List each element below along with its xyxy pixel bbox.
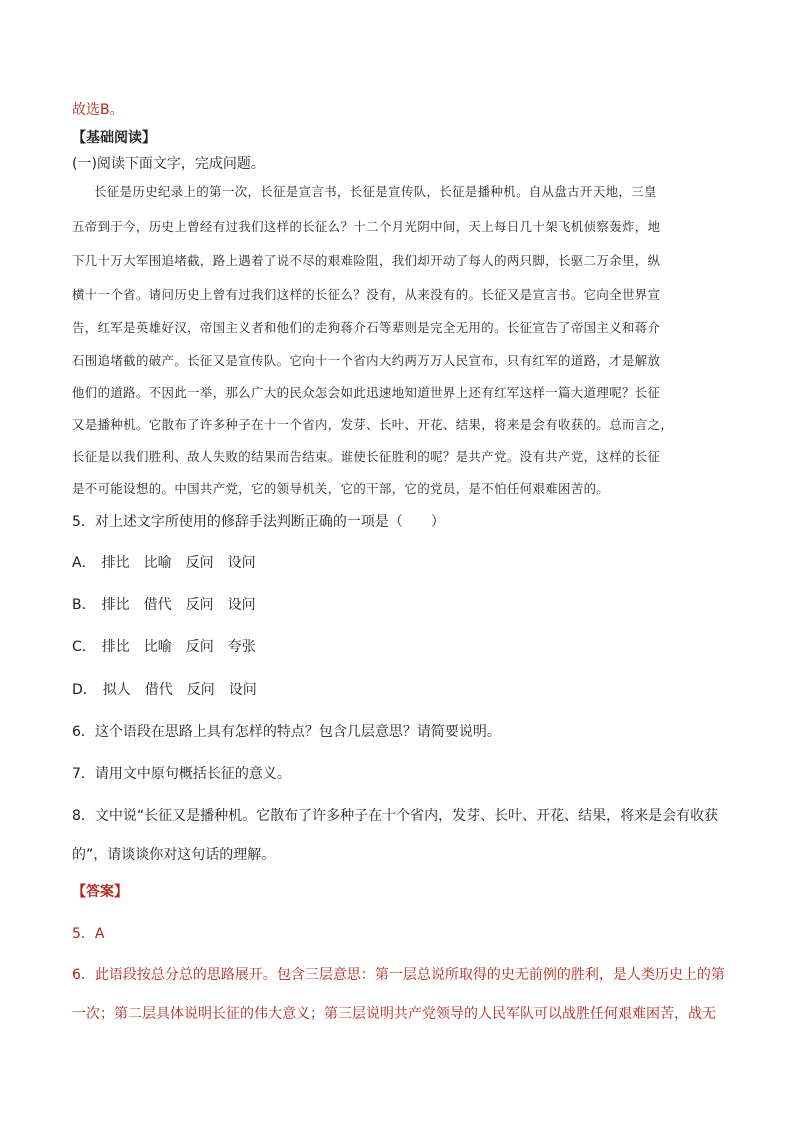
option-item: 反问 <box>185 639 214 655</box>
answer-6-line-1: 6．此语段按总分总的思路展开。包含三层意思：第一层总说所取得的史无前例的胜利，是人类历史上的第 <box>72 967 725 983</box>
option-item: 借代 <box>144 682 173 698</box>
previous-answer-tail: 故选B。 <box>72 102 124 118</box>
option-item: 反问 <box>185 555 214 571</box>
passage-line: 下几十万大军围追堵截，路上遇着了说不尽的艰难险阻，我们却开动了每人的两只脚，长驱二万余里，纵 <box>72 253 661 268</box>
passage-line: 长征是以我们胜利、敌人失败的结果而告结束。谁使长征胜利的呢？是共产党。没有共产党，这样的长征 <box>72 449 661 464</box>
task-intro: (一)阅读下面文字，完成问题。 <box>72 156 265 172</box>
section-title: 【基础阅读】 <box>72 130 156 146</box>
passage-line: 他们的道路。不因此一举，那么广大的民众怎会如此迅速地知道世界上还有红军这样一篇大道理呢？长征 <box>72 385 661 400</box>
answer-5: 5．A <box>72 926 105 942</box>
option-item: 设问 <box>228 682 257 698</box>
option-item: 拟人 <box>102 682 131 698</box>
option-item: 比喻 <box>143 639 172 655</box>
option-c <box>72 637 270 657</box>
passage-line: 横十一个省。请问历史上曾有过我们这样的长征么？没有，从来没有的。长征又是宣言书。它向全世界宣 <box>72 287 661 302</box>
option-a <box>72 553 270 573</box>
passage-line: 是不可能设想的。中国共产党，它的领导机关，它的干部，它的党员，是不怕任何艰难困苦的。 <box>72 481 610 496</box>
option-item: 夸张 <box>227 639 256 655</box>
option-item: 排比 <box>101 555 130 571</box>
answer-6-line-2: 一次；第二层具体说明长征的伟大意义；第三层说明共产党领导的人民军队可以战胜任何艰难困苦，战无 <box>72 1006 716 1022</box>
option-label: C． <box>72 639 96 655</box>
option-label: D． <box>72 682 97 698</box>
passage-line: 长征是历史纪录上的第一次，长征是宣言书，长征是宣传队，长征是播种机。自从盘古开天地，三皇 <box>94 184 657 199</box>
passage-line: 又是播种机。它散布了许多种子在十一个省内，发芽、长叶、开花、结果，将来是会有收获的。总而言之， <box>72 417 674 432</box>
option-item: 反问 <box>185 597 214 613</box>
passage-line: 五帝到于今，历史上曾经有过我们这样的长征么？十二个月光阴中间，天上每日几十架飞机侦察轰炸，地 <box>72 219 661 234</box>
option-item: 排比 <box>101 639 130 655</box>
option-item: 设问 <box>227 597 256 613</box>
option-item: 反问 <box>186 682 215 698</box>
option-item: 设问 <box>227 555 256 571</box>
option-item: 比喻 <box>143 555 172 571</box>
option-item: 排比 <box>101 597 130 613</box>
option-item: 借代 <box>143 597 172 613</box>
option-label: A． <box>72 555 96 571</box>
answer-title: 【答案】 <box>72 884 128 900</box>
option-label: B． <box>72 597 96 613</box>
question-8-line-1: 8．文中说“长征又是播种机。它散布了许多种子在十个省内，发芽、长叶、开花、结果，将来是会有收获 <box>72 808 719 824</box>
passage-line: 告，红军是英雄好汉，帝国主义者和他们的走狗蒋介石等辈则是完全无用的。长征宣告了帝国主义和蒋介 <box>72 320 661 335</box>
question-6: 6．这个语段在思路上具有怎样的特点？包含几层意思？请简要说明。 <box>72 724 501 740</box>
question-8-line-2: 的”，请谈谈你对这句话的理解。 <box>72 847 276 863</box>
question-5: 5．对上述文字所使用的修辞手法判断正确的一项是（ ） <box>72 514 445 530</box>
question-7: 7．请用文中原句概括长征的意义。 <box>72 766 291 782</box>
option-d <box>72 680 271 700</box>
option-b <box>72 595 270 615</box>
passage-line: 石围追堵截的破产。长征又是宣传队。它向十一个省内大约两万万人民宣布，只有红军的道路，才是解放 <box>72 353 661 368</box>
